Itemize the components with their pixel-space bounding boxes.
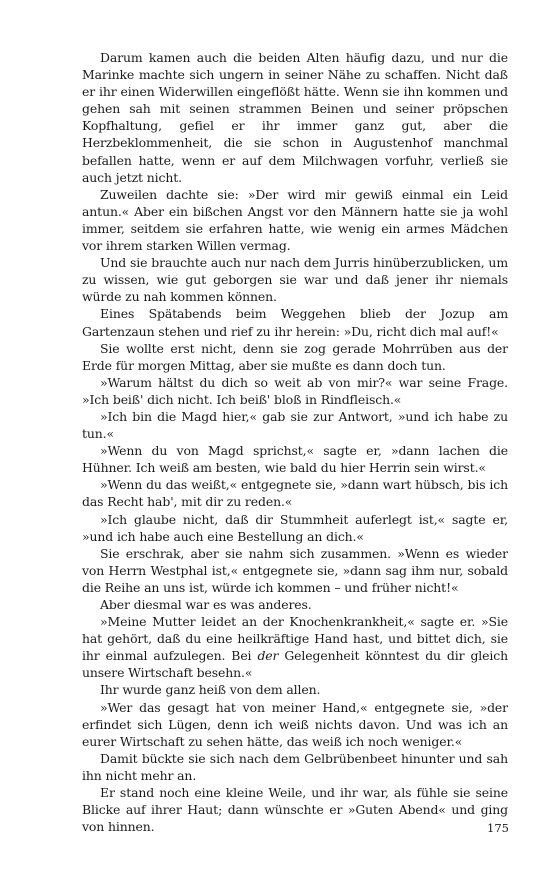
paragraph-text: »Meine Mutter leidet an der Knochenkrankheit,« sagte er. »Sie hat gehört, daß du eine heilkräftige Hand hast, und bittet dich, sie ihr einmal aufzulegen. Bei	[82, 614, 508, 664]
paragraph: Zuweilen dachte sie: »Der wird mir gewiß einmal ein Leid antun.« Aber ein bißchen Angst vor den Männern hatte sie ja wohl immer, seitdem sie erfahren hatte, wie wenig ein armes Mädchen vor ihrem starken Willen vermag.	[82, 186, 508, 254]
paragraph: »Ich glaube nicht, daß dir Stummheit auferlegt ist,« sagte er, »und ich habe auch eine Bestellung an dich.«	[82, 511, 508, 544]
paragraph: »Wenn du von Magd sprichst,« sagte er, »dann lachen die Hühner. Ich weiß am besten, wie bald du hier Herrin sein wirst.«	[82, 443, 508, 476]
paragraph: Sie erschrak, aber sie nahm sich zusammen. »Wenn es wieder von Herrn Westphal ist,« entgegnete sie, »dann sag ihm nur, sobald die Reihe an uns ist, würde ich kommen – und früher nicht!«	[82, 545, 508, 595]
paragraph: »Wenn du das weißt,« entgegnete sie, »dann wart hübsch, bis ich das Recht hab', mit dir zu reden.«	[82, 477, 508, 510]
body-text	[82, 49, 508, 835]
paragraph: »Wer das gesagt hat von meiner Hand,« entgegnete sie, »der erfindet sich Lügen, denn ich weiß nichts davon. Und was ich an eurer Wirtschaft zu sehen hätte, das weiß ich noch weniger.«	[82, 699, 508, 749]
paragraph: Eines Spätabends beim Weggehen blieb der Jozup am Gartenzaun stehen und rief zu ihr herein: »Du, richt dich mal auf!«	[82, 306, 508, 339]
paragraph-with-emphasis	[82, 613, 508, 681]
emphasized-word: der	[257, 648, 279, 664]
paragraph: Aber diesmal war es was anderes.	[100, 597, 312, 612]
paragraph: »Warum hältst du dich so weit ab von mir?« war seine Frage. »Ich beiß' dich nicht. Ich beiß' bloß in Rindfleisch.«	[82, 374, 508, 407]
paragraph: Ihr wurde ganz heiß von dem allen.	[100, 682, 321, 698]
paragraph-text: Gelegenheit könntest du dir gleich unsere Wirtschaft besehn.«	[82, 648, 508, 681]
paragraph: Und sie brauchte auch nur nach dem Jurris hinüberzublicken, um zu wissen, wie gut geborgen sie war und daß jener ihr niemals würde zu nah kommen können.	[82, 255, 508, 305]
paragraph: »Ich bin die Magd hier,« gab sie zur Antwort, »und ich habe zu tun.«	[82, 408, 508, 442]
page-number: 175	[487, 821, 509, 835]
paragraph: Damit bückte sie sich nach dem Gelbrübenbeet hinunter und sah ihn nicht mehr an.	[82, 750, 508, 783]
paragraph: Darum kamen auch die beiden Alten häufig dazu, und nur die Marinke machte sich ungern in seiner Nähe zu schaffen. Nicht daß er ihr einen Widerwillen eingeflößt hätte. Wenn sie ihn kommen und gehen sah mit seinen strammen Beinen und seiner pröpschen Kopfhaltung, gefiel er ihr immer ganz gut, aber die Herzbeklommenheit, die sie schon in Augustenhof manchmal befallen hatte, wenn er auf dem Milchwagen vorfuhr, verließ sie auch jetzt nicht.	[82, 50, 508, 185]
paragraph: Sie wollte erst nicht, denn sie zog gerade Mohrrüben aus der Erde für morgen Mittag, aber sie mußte es dann doch tun.	[82, 340, 508, 373]
paragraph: Er stand noch eine kleine Weile, und ihr war, als fühle sie seine Blicke auf ihrer Haut; dann wünschte er »Guten Abend« und ging von hinnen.	[82, 785, 508, 835]
